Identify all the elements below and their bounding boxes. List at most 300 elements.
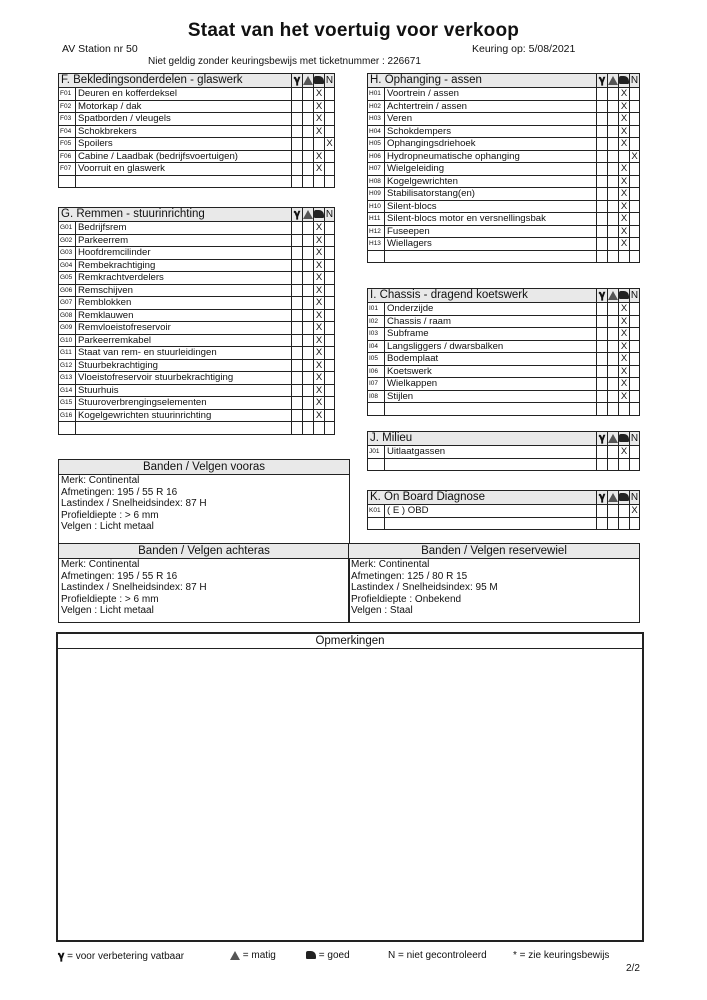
- check-mark-cell: [292, 113, 303, 126]
- check-mark-cell: X: [314, 334, 325, 347]
- item-label: Remklauwen: [76, 309, 292, 322]
- tires-rear-line: Velgen : Licht metaal: [61, 605, 154, 616]
- check-mark-cell: X: [631, 150, 638, 162]
- check-mark-cell: [292, 247, 303, 260]
- table-row: [368, 125, 640, 138]
- check-mark-cell: [597, 163, 608, 176]
- item-label: Silent-blocs motor en versnellingsbak: [385, 213, 597, 226]
- thumbs-up-icon: [306, 951, 316, 959]
- check-mark-cell: X: [619, 175, 630, 188]
- item-code: G09: [59, 322, 76, 335]
- item-code: G15: [59, 397, 76, 410]
- check-mark-cell: [630, 113, 640, 126]
- tires-rear-box: [58, 543, 350, 623]
- check-mark-cell: X: [619, 378, 630, 391]
- tires-spare-box: [348, 543, 640, 623]
- check-mark-cell: [630, 175, 640, 188]
- check-mark-cell: [597, 505, 608, 518]
- warning-triangle-icon: [608, 289, 619, 303]
- table-row: [59, 284, 335, 297]
- check-mark-cell: [303, 397, 314, 410]
- tires-front-line: Lastindex / Snelheidsindex: 87 H: [61, 498, 207, 509]
- check-mark-cell: [597, 225, 608, 238]
- check-mark-cell: [292, 175, 303, 188]
- item-label: Stuurbekrachtiging: [76, 359, 292, 372]
- item-label: Kogelgewrichten stuurinrichting: [76, 409, 292, 422]
- check-mark-cell: [630, 446, 640, 459]
- table-row: [59, 138, 335, 151]
- check-mark-cell: [608, 353, 619, 366]
- check-mark-cell: X: [619, 213, 630, 226]
- item-code: K01: [368, 505, 385, 518]
- check-mark-cell: [303, 125, 314, 138]
- check-mark-cell: [597, 250, 608, 263]
- check-mark-cell: [630, 378, 640, 391]
- check-mark-cell: [303, 334, 314, 347]
- check-mark-cell: X: [314, 359, 325, 372]
- table-row: [368, 138, 640, 151]
- check-mark-cell: [292, 297, 303, 310]
- section-title: G. Remmen - stuurinrichting: [59, 208, 292, 222]
- check-mark-cell: X: [314, 163, 325, 176]
- item-label: Schokbrekers: [76, 125, 292, 138]
- table-row: [59, 422, 335, 435]
- tires-rear-line: Merk: Continental: [61, 559, 140, 570]
- check-mark-cell: [303, 372, 314, 385]
- check-mark-cell: [608, 175, 619, 188]
- item-label: [385, 458, 597, 471]
- item-label: Remblokken: [76, 297, 292, 310]
- check-mark-cell: [325, 163, 335, 176]
- check-mark-cell: X: [314, 322, 325, 335]
- check-mark-cell: [630, 303, 640, 316]
- table-row: [59, 347, 335, 360]
- warning-triangle-icon: [303, 74, 314, 88]
- item-code: H10: [368, 200, 385, 213]
- wrench-icon: 𝛄: [597, 491, 608, 505]
- check-mark-cell: [597, 175, 608, 188]
- item-label: Koetswerk: [385, 365, 597, 378]
- legend-improve: 𝛄 = voor verbetering vatbaar: [58, 950, 185, 962]
- check-mark-cell: [303, 222, 314, 235]
- item-code: H03: [368, 113, 385, 126]
- check-mark-cell: [325, 150, 335, 163]
- check-mark-cell: [608, 125, 619, 138]
- item-label: Stijlen: [385, 390, 597, 403]
- table-row: [368, 188, 640, 201]
- check-mark-cell: [303, 359, 314, 372]
- wrench-icon: 𝛄: [597, 289, 608, 303]
- item-code: I08: [368, 390, 385, 403]
- item-code: G03: [59, 247, 76, 260]
- check-mark-cell: [292, 347, 303, 360]
- item-label: Rembekrachtiging: [76, 259, 292, 272]
- item-code: H04: [368, 125, 385, 138]
- validity-notice: Niet geldig zonder keuringsbewijs met ticketnummer : 226671: [148, 56, 421, 67]
- check-mark-cell: [608, 225, 619, 238]
- item-code: G13: [59, 372, 76, 385]
- check-mark-cell: [597, 303, 608, 316]
- check-mark-cell: [325, 397, 335, 410]
- check-mark-cell: [597, 365, 608, 378]
- item-label: Bedrijfsrem: [76, 222, 292, 235]
- check-mark-cell: [597, 100, 608, 113]
- check-mark-cell: [630, 200, 640, 213]
- check-mark-cell: [608, 138, 619, 151]
- check-mark-cell: [619, 517, 630, 530]
- item-label: Voortrein / assen: [385, 88, 597, 101]
- check-mark-cell: X: [619, 340, 630, 353]
- check-mark-cell: [325, 125, 335, 138]
- item-code: [368, 517, 385, 530]
- item-label: Parkeerrem: [76, 234, 292, 247]
- table-row: [368, 390, 640, 403]
- item-label: Langsliggers / dwarsbalken: [385, 340, 597, 353]
- check-mark-cell: [608, 340, 619, 353]
- table-row: [59, 272, 335, 285]
- item-label: Schokdempers: [385, 125, 597, 138]
- check-mark-cell: [303, 163, 314, 176]
- table-row: [59, 175, 335, 188]
- item-code: G11: [59, 347, 76, 360]
- item-label: Silent-blocs: [385, 200, 597, 213]
- check-mark-cell: [597, 340, 608, 353]
- check-mark-cell: [597, 188, 608, 201]
- check-mark-cell: [325, 334, 335, 347]
- table-row: [59, 234, 335, 247]
- tires-front-line: Merk: Continental: [61, 475, 140, 486]
- table-row: [368, 403, 640, 416]
- check-mark-cell: [303, 259, 314, 272]
- thumbs-up-icon: [619, 289, 630, 303]
- item-code: H05: [368, 138, 385, 151]
- warning-triangle-icon: [303, 208, 314, 222]
- table-row: [59, 88, 335, 101]
- item-code: G07: [59, 297, 76, 310]
- item-code: H06: [368, 150, 385, 163]
- check-mark-cell: [303, 247, 314, 260]
- check-mark-cell: [292, 138, 303, 151]
- check-mark-cell: X: [619, 200, 630, 213]
- table-row: [59, 322, 335, 335]
- check-mark-cell: [630, 88, 640, 101]
- not-checked-column-header: N: [630, 75, 639, 86]
- check-mark-cell: [303, 234, 314, 247]
- thumbs-up-icon: [619, 491, 630, 505]
- check-mark-cell: [325, 259, 335, 272]
- tires-front-box: [58, 459, 350, 544]
- check-mark-cell: [303, 175, 314, 188]
- check-mark-cell: [325, 175, 335, 188]
- table-row: [59, 150, 335, 163]
- table-row: [368, 225, 640, 238]
- item-label: Staat van rem- en stuurleidingen: [76, 347, 292, 360]
- check-mark-cell: [630, 238, 640, 251]
- check-mark-cell: X: [314, 150, 325, 163]
- not-checked-column-header: N: [325, 209, 334, 220]
- check-mark-cell: [597, 517, 608, 530]
- check-mark-cell: [630, 365, 640, 378]
- tires-spare-line: Merk: Continental: [351, 559, 430, 570]
- check-mark-cell: X: [314, 309, 325, 322]
- table-row: [368, 250, 640, 263]
- tires-front-line: Afmetingen: 195 / 55 R 16: [61, 486, 178, 498]
- table-row: [368, 365, 640, 378]
- check-mark-cell: [630, 517, 640, 530]
- check-mark-cell: [608, 517, 619, 530]
- table-row: [368, 150, 640, 163]
- check-mark-cell: [292, 397, 303, 410]
- wrench-icon: 𝛄: [58, 950, 65, 962]
- item-code: G04: [59, 259, 76, 272]
- item-label: [76, 422, 292, 435]
- check-mark-cell: [608, 315, 619, 328]
- table-row: [59, 359, 335, 372]
- thumbs-up-icon: [314, 208, 325, 222]
- check-mark-cell: X: [314, 397, 325, 410]
- table-row: [368, 213, 640, 226]
- item-code: [368, 403, 385, 416]
- check-mark-cell: X: [619, 328, 630, 341]
- check-mark-cell: X: [619, 303, 630, 316]
- not-checked-column-header: N: [325, 75, 334, 86]
- check-mark-cell: [630, 250, 640, 263]
- table-row: [368, 340, 640, 353]
- table-row: [368, 446, 640, 459]
- item-code: [368, 458, 385, 471]
- item-code: G01: [59, 222, 76, 235]
- check-mark-cell: [630, 125, 640, 138]
- section-title: I. Chassis - dragend koetswerk: [368, 289, 597, 303]
- check-mark-cell: [608, 213, 619, 226]
- check-mark-cell: [325, 347, 335, 360]
- item-label: Fuseepen: [385, 225, 597, 238]
- tires-rear-line: Lastindex / Snelheidsindex: 87 H: [61, 582, 207, 593]
- item-code: F04: [59, 125, 76, 138]
- check-mark-cell: [597, 328, 608, 341]
- check-mark-cell: X: [314, 384, 325, 397]
- check-mark-cell: [608, 200, 619, 213]
- section-i-table: [367, 288, 640, 416]
- item-label: Subframe: [385, 328, 597, 341]
- item-code: I03: [368, 328, 385, 341]
- check-mark-cell: [608, 188, 619, 201]
- item-label: Achtertrein / assen: [385, 100, 597, 113]
- item-label: Onderzijde: [385, 303, 597, 316]
- page-number: 2/2: [626, 963, 640, 974]
- section-title: J. Milieu: [368, 432, 597, 446]
- check-mark-cell: X: [619, 353, 630, 366]
- check-mark-cell: [292, 272, 303, 285]
- table-row: [368, 328, 640, 341]
- check-mark-cell: [630, 163, 640, 176]
- check-mark-cell: X: [314, 247, 325, 260]
- check-mark-cell: [597, 213, 608, 226]
- table-row: [59, 372, 335, 385]
- tires-rear-line: Afmetingen: 195 / 55 R 16: [61, 570, 178, 582]
- not-checked-column-header: N: [630, 433, 639, 444]
- table-row: [59, 222, 335, 235]
- item-code: G10: [59, 334, 76, 347]
- check-mark-cell: [608, 458, 619, 471]
- table-row: [368, 378, 640, 391]
- legend-not-checked: N = niet gecontroleerd: [388, 950, 487, 961]
- check-mark-cell: [597, 150, 608, 163]
- check-mark-cell: [292, 100, 303, 113]
- wrench-icon: 𝛄: [597, 432, 608, 446]
- section-g-table: [58, 207, 335, 435]
- table-row: [59, 125, 335, 138]
- check-mark-cell: [619, 150, 630, 163]
- check-mark-cell: X: [314, 259, 325, 272]
- tires-front-line: Profieldiepte : > 6 mm: [61, 509, 159, 521]
- check-mark-cell: [325, 322, 335, 335]
- item-code: I01: [368, 303, 385, 316]
- check-mark-cell: [303, 272, 314, 285]
- item-code: H07: [368, 163, 385, 176]
- table-row: [368, 353, 640, 366]
- table-row: [368, 200, 640, 213]
- check-mark-cell: [303, 422, 314, 435]
- check-mark-cell: [325, 284, 335, 297]
- check-mark-cell: [325, 384, 335, 397]
- item-code: F01: [59, 88, 76, 101]
- check-mark-cell: [325, 222, 335, 235]
- check-mark-cell: [597, 353, 608, 366]
- check-mark-cell: X: [619, 113, 630, 126]
- check-mark-cell: [608, 505, 619, 518]
- check-mark-cell: X: [619, 315, 630, 328]
- check-mark-cell: X: [619, 100, 630, 113]
- check-mark-cell: [619, 250, 630, 263]
- check-mark-cell: [303, 138, 314, 151]
- item-label: Wiellagers: [385, 238, 597, 251]
- tires-spare-line: Profieldiepte : Onbekend: [351, 593, 462, 605]
- check-mark-cell: [325, 372, 335, 385]
- check-mark-cell: [292, 125, 303, 138]
- item-code: [59, 422, 76, 435]
- table-row: [368, 458, 640, 471]
- item-code: F05: [59, 138, 76, 151]
- table-row: [59, 409, 335, 422]
- check-mark-cell: [608, 378, 619, 391]
- check-mark-cell: X: [314, 347, 325, 360]
- check-mark-cell: [292, 163, 303, 176]
- check-mark-cell: [608, 150, 619, 163]
- item-label: Spoilers: [76, 138, 292, 151]
- tires-front-title: Banden / Velgen vooras: [59, 460, 349, 475]
- item-code: F07: [59, 163, 76, 176]
- check-mark-cell: X: [314, 284, 325, 297]
- check-mark-cell: [619, 403, 630, 416]
- item-label: Remschijven: [76, 284, 292, 297]
- item-code: H09: [368, 188, 385, 201]
- item-code: H11: [368, 213, 385, 226]
- check-mark-cell: [630, 315, 640, 328]
- item-label: ( E ) OBD: [385, 505, 597, 518]
- item-code: [59, 175, 76, 188]
- item-code: G06: [59, 284, 76, 297]
- check-mark-cell: [597, 378, 608, 391]
- legend-moderate: = matig: [230, 950, 276, 961]
- wrench-icon: 𝛄: [597, 74, 608, 88]
- check-mark-cell: X: [314, 234, 325, 247]
- check-mark-cell: [292, 150, 303, 163]
- check-mark-cell: [630, 225, 640, 238]
- check-mark-cell: [608, 113, 619, 126]
- item-code: F06: [59, 150, 76, 163]
- check-mark-cell: [292, 284, 303, 297]
- item-label: Kogelgewrichten: [385, 175, 597, 188]
- check-mark-cell: [325, 297, 335, 310]
- check-mark-cell: [630, 100, 640, 113]
- check-mark-cell: [325, 88, 335, 101]
- check-mark-cell: [303, 347, 314, 360]
- check-mark-cell: [630, 188, 640, 201]
- check-mark-cell: X: [619, 188, 630, 201]
- table-row: [368, 175, 640, 188]
- section-title: H. Ophanging - assen: [368, 74, 597, 88]
- remarks-title: Opmerkingen: [58, 634, 642, 649]
- item-code: H02: [368, 100, 385, 113]
- not-checked-column-header: N: [630, 290, 639, 301]
- check-mark-cell: [630, 353, 640, 366]
- check-mark-cell: [325, 247, 335, 260]
- check-mark-cell: [608, 365, 619, 378]
- check-mark-cell: [608, 100, 619, 113]
- warning-triangle-icon: [608, 74, 619, 88]
- table-row: [368, 163, 640, 176]
- item-label: Chassis / raam: [385, 315, 597, 328]
- not-checked-column-header: N: [630, 492, 639, 503]
- item-label: Uitlaatgassen: [385, 446, 597, 459]
- check-mark-cell: [608, 88, 619, 101]
- item-label: [385, 403, 597, 416]
- check-mark-cell: X: [314, 125, 325, 138]
- check-mark-cell: X: [619, 125, 630, 138]
- item-code: J01: [368, 446, 385, 459]
- item-code: F03: [59, 113, 76, 126]
- warning-triangle-icon: [608, 491, 619, 505]
- item-label: Hoofdremcilinder: [76, 247, 292, 260]
- tires-front-line: Velgen : Licht metaal: [61, 521, 154, 532]
- check-mark-cell: [608, 390, 619, 403]
- check-mark-cell: [608, 403, 619, 416]
- check-mark-cell: [597, 446, 608, 459]
- check-mark-cell: [630, 403, 640, 416]
- check-mark-cell: [619, 458, 630, 471]
- table-row: [59, 384, 335, 397]
- item-code: I06: [368, 365, 385, 378]
- item-label: Wielkappen: [385, 378, 597, 391]
- table-row: [59, 100, 335, 113]
- page-title: Staat van het voertuig voor verkoop: [187, 20, 520, 41]
- thumbs-up-icon: [619, 432, 630, 446]
- item-code: I07: [368, 378, 385, 391]
- table-row: [59, 297, 335, 310]
- item-label: [385, 517, 597, 530]
- check-mark-cell: [292, 359, 303, 372]
- section-h-table: [367, 73, 640, 263]
- check-mark-cell: X: [619, 238, 630, 251]
- check-mark-cell: [597, 390, 608, 403]
- check-mark-cell: [292, 259, 303, 272]
- check-mark-cell: [608, 163, 619, 176]
- check-mark-cell: [597, 125, 608, 138]
- section-title: K. On Board Diagnose: [368, 491, 597, 505]
- check-mark-cell: [303, 113, 314, 126]
- check-mark-cell: [303, 384, 314, 397]
